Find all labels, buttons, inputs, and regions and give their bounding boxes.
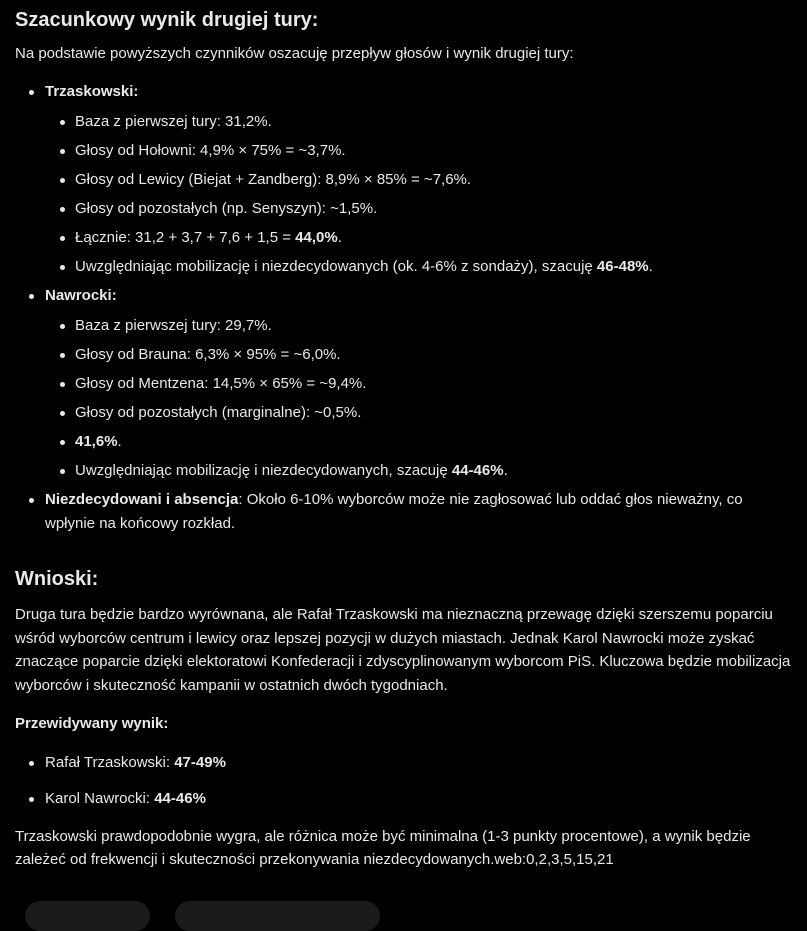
breakdown-item xyxy=(45,168,795,192)
breakdown-text: Baza z pierwszej tury: 29,7%. xyxy=(75,317,272,334)
predicted-label-text: Przewidywany wynik xyxy=(15,715,164,732)
breakdown-item-total xyxy=(45,430,795,454)
breakdown-text: Głosy od pozostałych (marginalne): ~0,5%. xyxy=(75,404,362,421)
prediction-item xyxy=(15,751,795,775)
candidates-list xyxy=(15,80,795,536)
total-value: 41,6% xyxy=(75,433,118,450)
breakdown-item-estimate xyxy=(45,255,795,279)
predicted-label-colon: : xyxy=(163,715,169,732)
predictions-list xyxy=(15,751,795,811)
prediction-value: 47-49% xyxy=(174,754,226,771)
breakdown-text: Łącznie: 31,2 + 3,7 + 7,6 + 1,5 = xyxy=(75,229,296,246)
suffix: . xyxy=(117,433,122,450)
breakdown-text: Głosy od Hołowni: 4,9% × 75% = ~3,7%. xyxy=(75,142,346,159)
total-value: 44,0% xyxy=(295,229,338,246)
breakdown-item xyxy=(45,197,795,221)
breakdown-item xyxy=(45,343,795,367)
breakdown-item xyxy=(45,139,795,163)
breakdown-text: Głosy od Mentzena: 14,5% × 65% = ~9,4%. xyxy=(75,375,367,392)
breakdown-text: Głosy od pozostałych (np. Senyszyn): ~1,5%. xyxy=(75,200,378,217)
breakdown-item xyxy=(45,372,795,396)
breakdown-item xyxy=(45,110,795,134)
conclusions-heading: Wnioski: xyxy=(15,568,99,590)
estimate-value: 46-48% xyxy=(596,258,649,275)
prediction-value: 44-46% xyxy=(154,790,206,807)
breakdown-text: Baza z pierwszej tury: 31,2%. xyxy=(75,113,272,130)
predicted-result-label xyxy=(15,712,795,736)
undecided-text: : Około 6-10% wyborców może nie zagłosować lub oddać głos nieważny, co wpłynie na końcowy rozkład. xyxy=(45,491,743,532)
closing-paragraph: Trzaskowski prawdopodobnie wygra, ale różnica może być minimalna (1-3 punkty procentowe), a wynik będzie zależeć od frekwencji i skuteczności przekonywania niezdecydowanych.web:0,2,3,5,15,21 xyxy=(15,828,751,868)
response-content xyxy=(15,0,795,871)
candidate-breakdown xyxy=(45,110,795,279)
suffix: . xyxy=(503,462,508,479)
undecided-item xyxy=(15,488,795,536)
breakdown-text: Uwzględniając mobilizację i niezdecydowanych, szacuję xyxy=(75,462,452,479)
suffix: . xyxy=(337,229,342,246)
breakdown-item xyxy=(45,314,795,338)
conclusions-paragraph: Druga tura będzie bardzo wyrównana, ale Rafał Trzaskowski ma nieznaczną przewagę dzięki szerszemu poparciu wśród wyborców centrum i lewicy oraz lepszej pozycji w dużych miastach. Jednak Karol Nawrocki może zyskać znaczące poparcie dzięki elektoratowi Konfederacji i zdyscyplinowanym wyborcom PiS. Kluczowa będzie mobilizacja wyborców i skuteczność kampanii w ostatnich dwóch tygodniach. xyxy=(15,606,791,694)
breakdown-item-total xyxy=(45,226,795,250)
candidate-item-nawrocki xyxy=(15,284,795,483)
estimate-intro: Na podstawie powyższych czynników oszacuję przepływ głosów i wynik drugiej tury: xyxy=(15,45,574,62)
undecided-label: Niezdecydowani i absencja xyxy=(45,491,239,508)
candidate-breakdown xyxy=(45,314,795,483)
candidate-item-trzaskowski xyxy=(15,80,795,279)
prediction-name: Rafał Trzaskowski: xyxy=(45,754,175,771)
estimate-heading: Szacunkowy wynik drugiej tury: xyxy=(15,9,319,31)
prediction-item xyxy=(15,787,795,811)
candidate-name: Trzaskowski: xyxy=(45,83,139,100)
breakdown-item xyxy=(45,401,795,425)
suffix: . xyxy=(648,258,653,275)
estimate-value: 44-46% xyxy=(451,462,504,479)
prediction-name: Karol Nawrocki: xyxy=(45,790,155,807)
breakdown-text: Głosy od Lewicy (Biejat + Zandberg): 8,9% × 85% = ~7,6%. xyxy=(75,171,472,188)
breakdown-text: Głosy od Brauna: 6,3% × 95% = ~6,0%. xyxy=(75,346,341,363)
breakdown-text: Uwzględniając mobilizację i niezdecydowanych (ok. 4-6% z sondaży), szacuję xyxy=(75,258,597,275)
breakdown-item-estimate xyxy=(45,459,795,483)
candidate-name: Nawrocki: xyxy=(45,287,117,304)
